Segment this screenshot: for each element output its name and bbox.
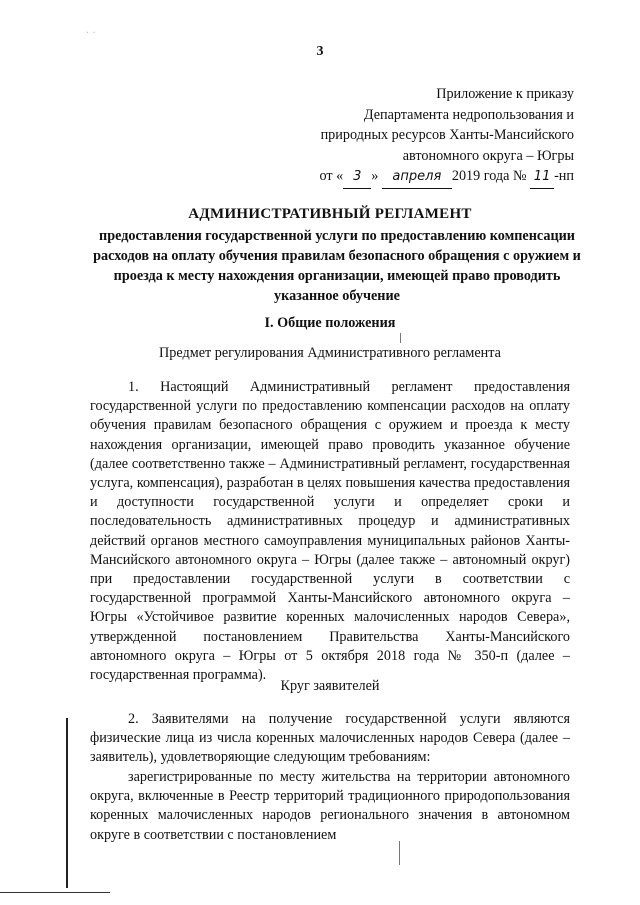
subheading-applicants: Круг заявителей: [280, 678, 380, 694]
order-suffix: -нп: [554, 168, 574, 184]
date-prefix: от «: [319, 168, 344, 184]
appendix-line-4: автономного округа – Югры: [402, 147, 574, 164]
scan-border-bottom: [0, 892, 110, 893]
appendix-line-1: Приложение к приказу: [436, 86, 574, 102]
paragraph-2: [90, 710, 570, 768]
appendix-line-2: Департамента недропользования и: [363, 106, 574, 123]
appendix-block: [319, 84, 574, 189]
page-number: 3: [316, 44, 324, 59]
handwritten-order-number: 11: [530, 167, 554, 189]
handwritten-day: 3: [343, 167, 371, 189]
document-title: АДМИНИСТРАТИВНЫЙ РЕГЛАМЕНТ: [188, 206, 472, 222]
appendix-line-3: природных ресурсов Ханты-Мансийского: [320, 127, 574, 143]
date-year: 2019 года №: [451, 168, 527, 184]
date-mid: »: [371, 168, 379, 184]
scan-mark: [399, 841, 400, 865]
subheading-regulation-subject: Предмет регулирования Административного регламента: [159, 345, 501, 361]
section-heading: I. Общие положения: [264, 315, 396, 331]
handwritten-month: апреля: [382, 167, 452, 189]
scan-mark: [400, 333, 401, 343]
scan-border-left: [66, 718, 68, 888]
paragraph-1: [90, 378, 570, 685]
scan-speck: · ·: [86, 28, 96, 39]
appendix-date-line: [319, 166, 574, 189]
paragraph-1-text: 1. Настоящий Административный регламент предоставления государственной услуги по предоставлению компенсации расходов на оплату обучения правилам безопасного обращения с оружием и проезда к месту нахождения организации, имеющей право проводить указанное обучение (далее соответственно также – Административный регламент, государственная услуга, компенсация), разработан в целях повышения качества предоставления и доступности государственной услуги и определяет сроки и последовательность административных процедур и административных действий органов местного самоуправления муниципальных районов Ханты-Мансийского автономного округа – Югры (далее также – автономный округ) при предоставлении государственной услуги в соответствии с государственной программой Ханты-Мансийского автономного округа – Югры «Устойчивое развитие коренных малочисленных народов Севера», утвержденной постановлением Правительства Ханты-Мансийского автономного округа – Югры от 5 октября 2018 года № 350-п (далее – государственная программа).: [90, 379, 570, 684]
paragraph-3: [90, 768, 570, 845]
paragraph-2-text: 2. Заявителями на получение государственной услуги являются физические лица из числа коренных малочисленных народов Севера (далее – заявитель), удовлетворяющие следующим требованиям:: [90, 711, 570, 766]
document-subtitle: предоставления государственной услуги по предоставлению компенсации расходов на оплату обучения правилам безопасного обращения с оружием и проезда к месту нахождения организации, имеющей право проводить указанное обучение: [93, 228, 581, 304]
paragraph-3-text: зарегистрированные по месту жительства на территории автономного округа, включенные в Реестр территорий традиционного природопользования коренных малочисленных народов регионального значения в автономном округе в соответствии с постановлением: [90, 769, 570, 843]
